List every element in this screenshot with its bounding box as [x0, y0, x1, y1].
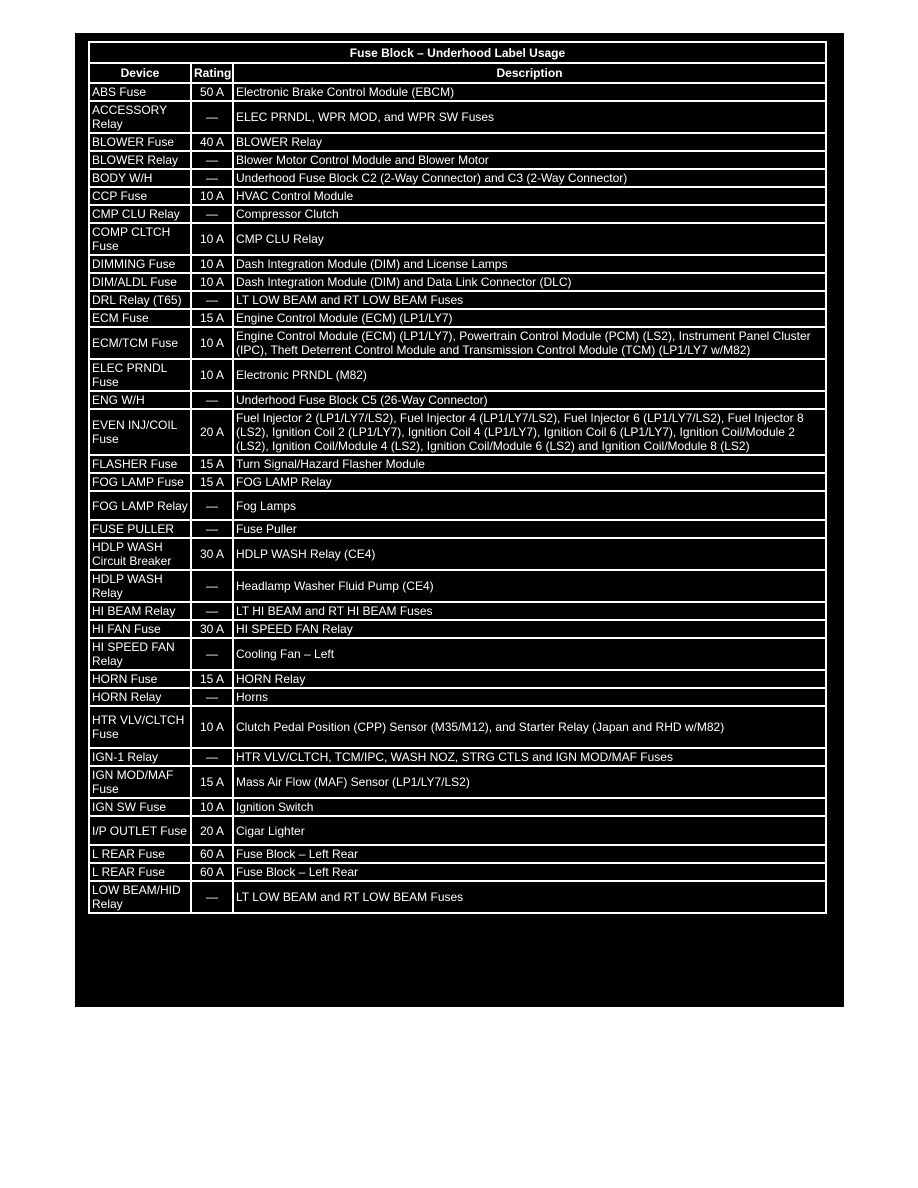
description-cell: HI SPEED FAN Relay	[233, 620, 826, 638]
device-cell: HDLP WASH Circuit Breaker	[89, 538, 191, 570]
rating-cell: 15 A	[191, 455, 233, 473]
table-row	[89, 688, 826, 706]
table-row	[89, 620, 826, 638]
device-cell: CMP CLU Relay	[89, 205, 191, 223]
description-cell: Cooling Fan – Left	[233, 638, 826, 670]
rating-cell: 60 A	[191, 863, 233, 881]
description-cell: BLOWER Relay	[233, 133, 826, 151]
table-row	[89, 520, 826, 538]
rating-cell: —	[191, 748, 233, 766]
rating-cell: —	[191, 881, 233, 913]
device-cell: CCP Fuse	[89, 187, 191, 205]
rating-cell: 30 A	[191, 538, 233, 570]
description-cell: Compressor Clutch	[233, 205, 826, 223]
description-cell: HORN Relay	[233, 670, 826, 688]
description-cell: Electronic Brake Control Module (EBCM)	[233, 83, 826, 101]
device-cell: DIMMING Fuse	[89, 255, 191, 273]
description-cell: HVAC Control Module	[233, 187, 826, 205]
fuse-table-panel	[75, 33, 844, 1007]
table-row	[89, 291, 826, 309]
table-row	[89, 670, 826, 688]
device-cell: FLASHER Fuse	[89, 455, 191, 473]
device-cell: HORN Relay	[89, 688, 191, 706]
device-cell: DIM/ALDL Fuse	[89, 273, 191, 291]
device-cell: HTR VLV/CLTCH Fuse	[89, 706, 191, 748]
table-row	[89, 187, 826, 205]
table-row	[89, 409, 826, 455]
device-cell: ABS Fuse	[89, 83, 191, 101]
rating-cell: 15 A	[191, 473, 233, 491]
device-cell: IGN SW Fuse	[89, 798, 191, 816]
rating-cell: —	[191, 688, 233, 706]
rating-cell: —	[191, 151, 233, 169]
device-cell: L REAR Fuse	[89, 863, 191, 881]
device-cell: ENG W/H	[89, 391, 191, 409]
table-row	[89, 133, 826, 151]
rating-cell: —	[191, 491, 233, 520]
description-cell: Horns	[233, 688, 826, 706]
description-cell: Fuse Block – Left Rear	[233, 863, 826, 881]
description-cell: LT HI BEAM and RT HI BEAM Fuses	[233, 602, 826, 620]
device-cell: ECM Fuse	[89, 309, 191, 327]
rating-cell: —	[191, 169, 233, 187]
device-cell: BLOWER Relay	[89, 151, 191, 169]
fuse-block-table	[88, 41, 827, 914]
description-cell: Electronic PRNDL (M82)	[233, 359, 826, 391]
description-cell: Blower Motor Control Module and Blower Motor	[233, 151, 826, 169]
device-cell: FOG LAMP Relay	[89, 491, 191, 520]
device-cell: HDLP WASH Relay	[89, 570, 191, 602]
device-cell: EVEN INJ/COIL Fuse	[89, 409, 191, 455]
rating-cell: 10 A	[191, 187, 233, 205]
rating-cell: 10 A	[191, 255, 233, 273]
table-row	[89, 169, 826, 187]
description-column-header: Description	[233, 63, 826, 83]
rating-cell: —	[191, 520, 233, 538]
description-cell: CMP CLU Relay	[233, 223, 826, 255]
rating-cell: 10 A	[191, 327, 233, 359]
description-cell: Fuse Block – Left Rear	[233, 845, 826, 863]
description-cell: Mass Air Flow (MAF) Sensor (LP1/LY7/LS2)	[233, 766, 826, 798]
table-row	[89, 101, 826, 133]
table-row	[89, 223, 826, 255]
rating-cell: 50 A	[191, 83, 233, 101]
rating-cell: 60 A	[191, 845, 233, 863]
table-title-row	[89, 42, 826, 63]
description-cell: LT LOW BEAM and RT LOW BEAM Fuses	[233, 881, 826, 913]
table-header-row	[89, 63, 826, 83]
rating-cell: 40 A	[191, 133, 233, 151]
device-cell: FOG LAMP Fuse	[89, 473, 191, 491]
rating-cell: 30 A	[191, 620, 233, 638]
rating-cell: 15 A	[191, 670, 233, 688]
device-cell: HI FAN Fuse	[89, 620, 191, 638]
device-cell: BLOWER Fuse	[89, 133, 191, 151]
rating-cell: 10 A	[191, 798, 233, 816]
table-row	[89, 455, 826, 473]
table-row	[89, 391, 826, 409]
table-row	[89, 706, 826, 748]
rating-cell: 15 A	[191, 766, 233, 798]
table-row	[89, 881, 826, 913]
table-row	[89, 570, 826, 602]
rating-cell: 15 A	[191, 309, 233, 327]
device-cell: LOW BEAM/HID Relay	[89, 881, 191, 913]
device-column-header: Device	[89, 63, 191, 83]
device-cell: I/P OUTLET Fuse	[89, 816, 191, 845]
rating-cell: —	[191, 101, 233, 133]
table-row	[89, 255, 826, 273]
description-cell: Fuse Puller	[233, 520, 826, 538]
rating-cell: —	[191, 602, 233, 620]
rating-cell: —	[191, 391, 233, 409]
device-cell: HI BEAM Relay	[89, 602, 191, 620]
table-row	[89, 748, 826, 766]
rating-cell: 10 A	[191, 359, 233, 391]
table-row	[89, 473, 826, 491]
rating-cell: 10 A	[191, 273, 233, 291]
description-cell: Engine Control Module (ECM) (LP1/LY7), Powertrain Control Module (PCM) (LS2), Instrument Panel Cluster (IPC), Theft Deterrent Control Module and Transmission Control Module (TCM) (LP1/LY7 w/M82)	[233, 327, 826, 359]
table-row	[89, 359, 826, 391]
table-row	[89, 602, 826, 620]
table-row	[89, 273, 826, 291]
description-cell: Headlamp Washer Fluid Pump (CE4)	[233, 570, 826, 602]
rating-cell: 20 A	[191, 816, 233, 845]
device-cell: ECM/TCM Fuse	[89, 327, 191, 359]
rating-cell: —	[191, 570, 233, 602]
rating-cell: 20 A	[191, 409, 233, 455]
device-cell: BODY W/H	[89, 169, 191, 187]
table-row	[89, 83, 826, 101]
device-cell: L REAR Fuse	[89, 845, 191, 863]
device-cell: ELEC PRNDL Fuse	[89, 359, 191, 391]
table-row	[89, 766, 826, 798]
device-cell: FUSE PULLER	[89, 520, 191, 538]
rating-cell: 10 A	[191, 706, 233, 748]
device-cell: COMP CLTCH Fuse	[89, 223, 191, 255]
description-cell: Underhood Fuse Block C5 (26-Way Connector)	[233, 391, 826, 409]
description-cell: FOG LAMP Relay	[233, 473, 826, 491]
table-title: Fuse Block – Underhood Label Usage	[89, 42, 826, 63]
table-row	[89, 798, 826, 816]
description-cell: Fog Lamps	[233, 491, 826, 520]
description-cell: Dash Integration Module (DIM) and Data Link Connector (DLC)	[233, 273, 826, 291]
description-cell: HDLP WASH Relay (CE4)	[233, 538, 826, 570]
device-cell: IGN-1 Relay	[89, 748, 191, 766]
table-row	[89, 816, 826, 845]
table-row	[89, 538, 826, 570]
device-cell: IGN MOD/MAF Fuse	[89, 766, 191, 798]
table-row	[89, 845, 826, 863]
description-cell: Clutch Pedal Position (CPP) Sensor (M35/M12), and Starter Relay (Japan and RHD w/M82)	[233, 706, 826, 748]
table-row	[89, 327, 826, 359]
table-row	[89, 638, 826, 670]
table-row	[89, 491, 826, 520]
description-cell: Underhood Fuse Block C2 (2-Way Connector) and C3 (2-Way Connector)	[233, 169, 826, 187]
description-cell: Dash Integration Module (DIM) and License Lamps	[233, 255, 826, 273]
description-cell: LT LOW BEAM and RT LOW BEAM Fuses	[233, 291, 826, 309]
table-row	[89, 151, 826, 169]
description-cell: Turn Signal/Hazard Flasher Module	[233, 455, 826, 473]
table-row	[89, 863, 826, 881]
table-row	[89, 205, 826, 223]
rating-cell: —	[191, 205, 233, 223]
device-cell: HORN Fuse	[89, 670, 191, 688]
rating-column-header: Rating	[191, 63, 233, 83]
description-cell: ELEC PRNDL, WPR MOD, and WPR SW Fuses	[233, 101, 826, 133]
description-cell: Cigar Lighter	[233, 816, 826, 845]
table-body	[89, 83, 826, 913]
rating-cell: 10 A	[191, 223, 233, 255]
device-cell: HI SPEED FAN Relay	[89, 638, 191, 670]
device-cell: DRL Relay (T65)	[89, 291, 191, 309]
table-row	[89, 309, 826, 327]
description-cell: Engine Control Module (ECM) (LP1/LY7)	[233, 309, 826, 327]
description-cell: HTR VLV/CLTCH, TCM/IPC, WASH NOZ, STRG CTLS and IGN MOD/MAF Fuses	[233, 748, 826, 766]
description-cell: Fuel Injector 2 (LP1/LY7/LS2), Fuel Injector 4 (LP1/LY7/LS2), Fuel Injector 6 (LP1/LY7/LS2), Fuel Injector 8 (LS2), Ignition Coil 2 (LP1/LY7), Ignition Coil 4 (LP1/LY7), Ignition Coil 6 (LP1/LY7), Ignition Coil/Module 2 (LS2), Ignition Coil/Module 4 (LS2), Ignition Coil/Module 6 (LS2) and Ignition Coil/Module 8 (LS2)	[233, 409, 826, 455]
device-cell: ACCESSORY Relay	[89, 101, 191, 133]
rating-cell: —	[191, 291, 233, 309]
description-cell: Ignition Switch	[233, 798, 826, 816]
rating-cell: —	[191, 638, 233, 670]
